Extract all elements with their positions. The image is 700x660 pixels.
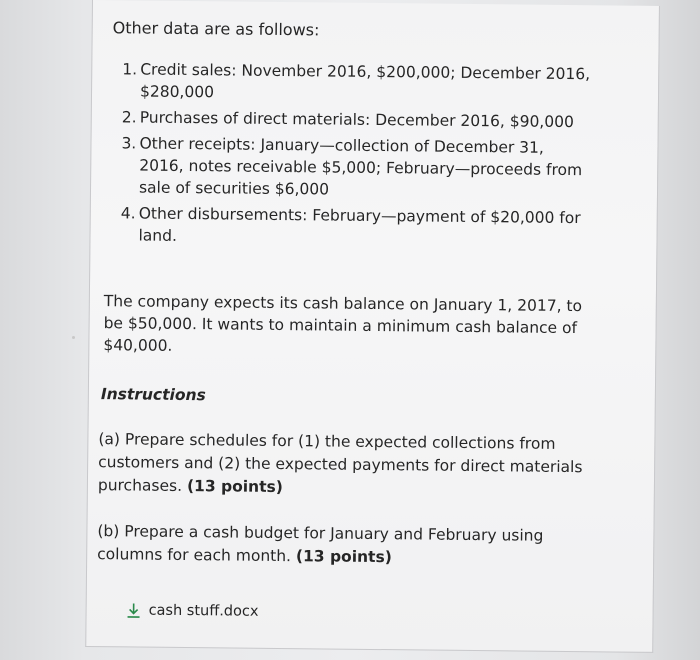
part-b-text: (b) Prepare a cash budget for January and February using columns for each month. xyxy=(97,522,544,566)
part-b-points: (13 points) xyxy=(295,547,392,567)
attachment-filename: cash stuff.docx xyxy=(148,602,259,620)
item-number: 4. xyxy=(120,204,136,223)
instruction-part-a xyxy=(98,428,589,502)
item-number: 2. xyxy=(121,108,137,127)
assignment-panel xyxy=(85,0,660,653)
part-a-text: (a) Prepare schedules for (1) the expected collections from customers and (2) the expected payments for direct materials purchases. xyxy=(97,430,583,495)
instruction-part-b xyxy=(97,520,587,571)
intro-text: Other data are as follows: xyxy=(112,18,320,40)
item-number: 1. xyxy=(122,60,138,79)
data-list xyxy=(120,58,592,255)
item-text: Credit sales: November 2016, $200,000; December 2016, $280,000 xyxy=(139,60,591,102)
item-text: Purchases of direct materials: December 2016, $90,000 xyxy=(139,108,574,132)
download-icon xyxy=(127,602,141,618)
attachment-link[interactable] xyxy=(127,602,259,619)
item-text: Other disbursements: February—payment of $20,000 for land. xyxy=(138,204,581,245)
item-text: Other receipts: January—collection of December 31, 2016, notes receivable $5,000; February—proceeds from sale of securities $6,000 xyxy=(138,134,583,199)
list-item xyxy=(121,132,592,203)
instructions-heading: Instructions xyxy=(100,385,206,405)
list-item xyxy=(122,58,592,107)
part-a-points: (13 points) xyxy=(186,477,283,497)
item-number: 3. xyxy=(121,134,137,153)
screen-speck xyxy=(72,336,75,339)
cash-balance-paragraph: The company expects its cash balance on January 1, 2017, to be $50,000. It wants to maintain a minimum cash balance of $40,000. xyxy=(103,292,583,355)
list-item xyxy=(120,202,590,251)
list-item xyxy=(122,106,592,133)
